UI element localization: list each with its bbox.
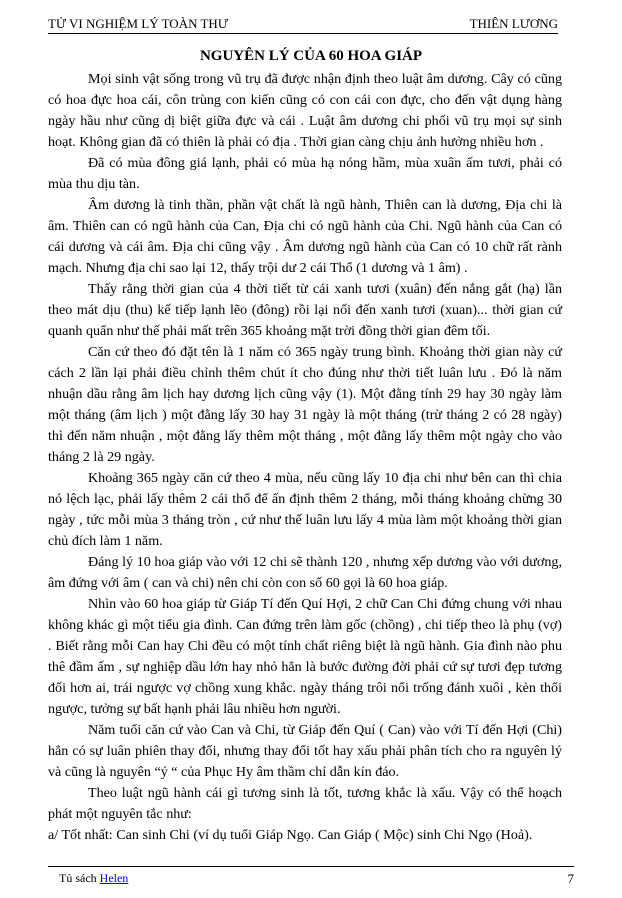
footer-source xyxy=(59,871,128,886)
paragraph: Khoảng 365 ngày căn cứ theo 4 mùa, nếu cũng lấy 10 địa chi như bên can thì chia nó lệch lạc, phải lấy thêm 2 cái thổ để ấn định thêm 2 tháng, mỗi tháng khoảng chừng 30 ngày , tức mỗi mùa 3 tháng tròn , cứ như thế luân lưu lấy 4 mùa làm một khoảng thời gian chủ đích làm 1 năm. xyxy=(48,470,562,549)
page-header xyxy=(48,15,558,34)
body-text xyxy=(48,69,562,846)
paragraph: Căn cứ theo đó đặt tên là 1 năm có 365 ngày trung bình. Khoảng thời gian này cứ cách 2 lần lại phải điều chỉnh thêm chút ít cho đúng như thời tiết luân lưu . Đó là năm nhuận dầu rằng âm lịch hay dương lịch cũng vậy (1). Một đằng tính 29 hay 30 ngày làm một tháng (âm lịch ) một đằng lấy 30 hay 31 ngày là một tháng (trừ tháng 2 có 28 ngày) thì đến năm nhuận , một đằng lấy thêm một tháng , một đằng lấy thêm một ngày cho vào tháng 2 là 29 ngày. xyxy=(48,344,562,465)
page-footer xyxy=(48,866,574,887)
paragraph: Đã có mùa đông giá lạnh, phải có mùa hạ nóng hầm, mùa xuân ấm tươi, phải có mùa thu dịu tàn. xyxy=(48,155,562,192)
list-item: a/ Tốt nhất: Can sinh Chi (ví dụ tuổi Giáp Ngọ. Can Giáp ( Mộc) sinh Chi Ngọ (Hoả). xyxy=(48,827,533,843)
paragraph: Đáng lý 10 hoa giáp vào với 12 chi sẽ thành 120 , nhưng xếp dương vào với dương, âm đứng với âm ( can và chi) nên chi còn con số 60 gọi là 60 hoa giáp. xyxy=(48,554,562,591)
header-book-title: TỬ VI NGHIỆM LÝ TOÀN THƯ xyxy=(48,16,228,31)
paragraph: Thấy rằng thời gian của 4 thời tiết từ cái xanh tươi (xuân) đến nắng gắt (hạ) lần theo mát dịu (thu) kế tiếp lạnh lẽo (đông) rồi lại nối đến xanh tươi (xuan)... thời gian cứ quanh quẩn như thế phải mất trên 365 khoảng mặt trời đồng thời gian đêm tối. xyxy=(48,281,562,339)
header-author: THIÊN LƯƠNG xyxy=(469,16,558,31)
paragraph: Năm tuổi căn cứ vào Can và Chi, từ Giáp đến Quí ( Can) vào với Tí đến Hợi (Chi) hẳn có sự luân phiên thay đổi, nhưng thay đổi tốt hay xấu phải phân tích cho ra nguyên lý và cũng là nguyên “ý “ của Phục Hy âm thầm chỉ dẫn kín đáo. xyxy=(48,722,562,780)
paragraph: Âm dương là tinh thần, phần vật chất là ngũ hành, Thiên can là dương, Địa chi là âm. Thiên can có ngũ hành của Can, Địa chi có ngũ hành của Chi. Ngũ hành của Can có cái dương và cái âm. Địa chi cũng vậy . Âm dương ngũ hành của Can có 10 chữ rất rành mạch. Nhưng địa chi sao lại 12, thấy trội dư 2 cái Thổ (1 dương và 1 âm) . xyxy=(48,197,562,276)
paragraph: Theo luật ngũ hành cái gì tương sinh là tốt, tương khắc là xấu. Vậy có thể hoạch phát một nguyên tắc như: xyxy=(48,785,562,822)
paragraph: Nhìn vào 60 hoa giáp từ Giáp Tí đến Quí Hợi, 2 chữ Can Chi đứng chung với nhau không khác gì một tiểu gia đình. Can đứng trên làm gốc (chồng) , chi tiếp theo là phụ (vợ) . Biết rằng mỗi Can hay Chi đều có một tính chất riêng biệt là ngũ hành. Gia đình nào phu thê đầm ấm , sự nghiệp dầu lớn hay nhỏ hẳn là bước đường đời phải cứ sự tươi đẹp tương đối hơn ai, trái ngược vợ chồng xung khắc. ngày tháng trôi nổi trống đánh xuôi , kèn thổi ngược, tưởng sự bất hạnh phải lâu nhiều hơn người. xyxy=(48,596,562,717)
section-title: NGUYÊN LÝ CỦA 60 HOA GIÁP xyxy=(199,48,423,64)
paragraph: Mọi sinh vật sống trong vũ trụ đã được nhận định theo luật âm dương. Cây có cũng có hoa đực hoa cái, côn trùng con kiến cũng có con cái con đực, cho đến vật dụng hàng ngày hầu như cũng dị biệt giữa đực và cái . Luật âm dương chi phối vũ trụ mọi sự sinh hoạt. Không gian đã có thiên là phải có địa . Thời gian càng chịu ảnh hưởng nhiều hơn . xyxy=(48,71,562,150)
footer-prefix: Tủ sách xyxy=(59,871,100,885)
page-number: 7 xyxy=(567,871,574,886)
footer-link-helen[interactable]: Helen xyxy=(99,871,129,885)
